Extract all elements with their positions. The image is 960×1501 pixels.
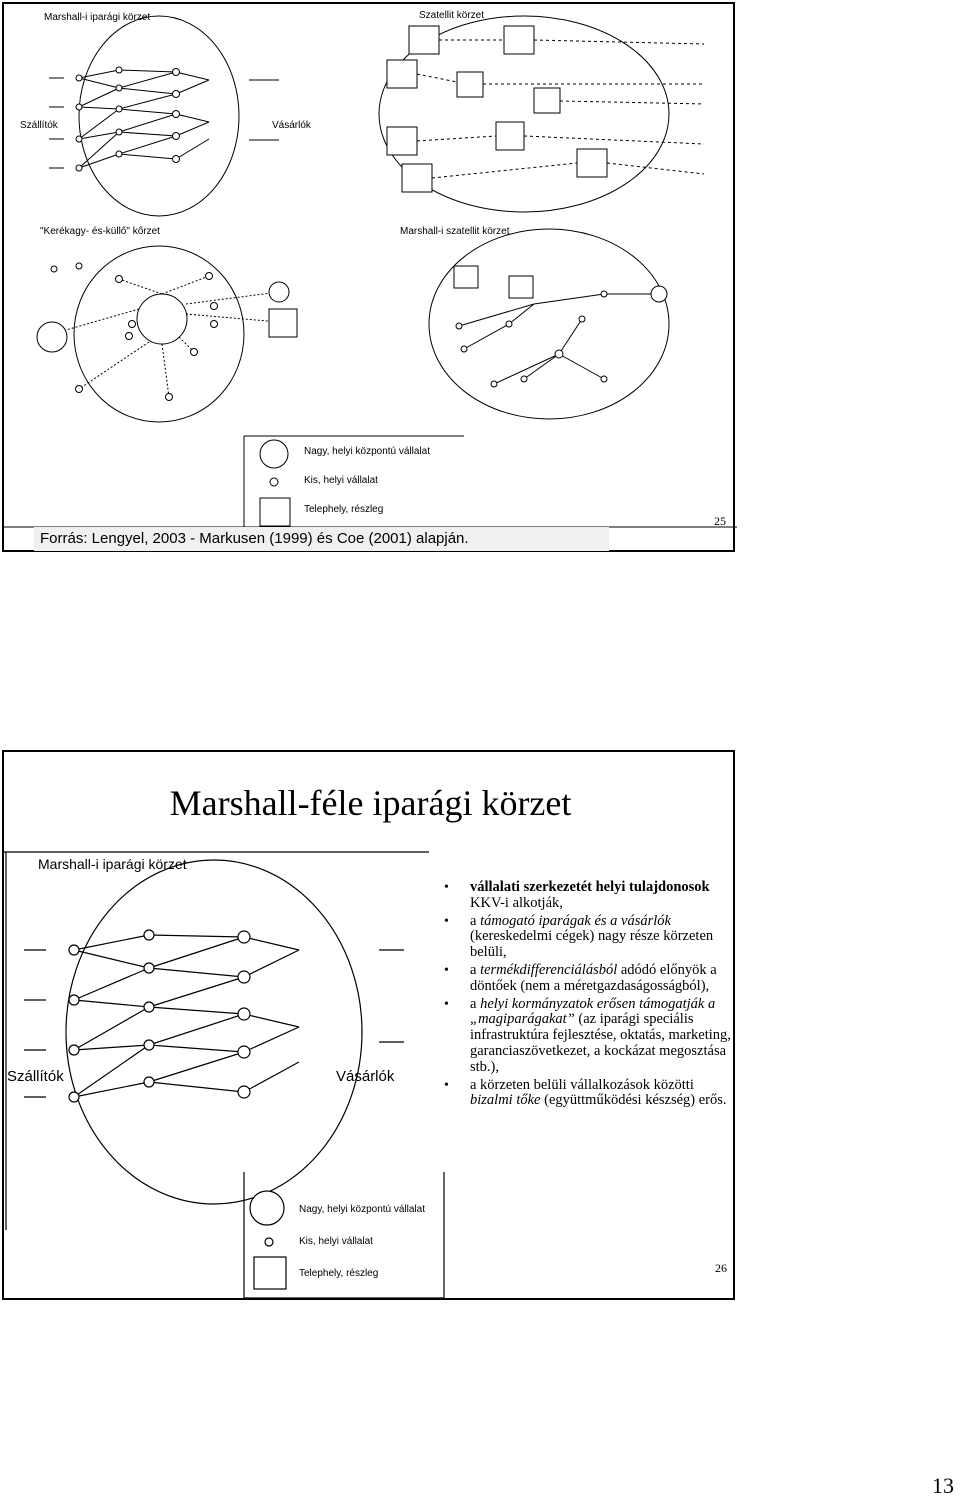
legend-small-firm: Kis, helyi vállalat [304, 475, 378, 486]
industrial-district-diagrams [4, 4, 737, 554]
buyers-label: Vásárlók [272, 120, 311, 131]
bullet-text-run: a [470, 961, 481, 978]
bullet-text-run: vállalati szerkezetét helyi tulajdonosok [470, 879, 710, 895]
bullet-text-run: termékdifferenciálásból [480, 961, 618, 978]
bullet-text-run: (együttműködési készség) erős. [540, 1092, 727, 1109]
legend-site: Telephely, részleg [299, 1268, 379, 1279]
source-caption: Forrás: Lengyel, 2003 - Markusen (1999) és Coe (2001) alapján. [34, 527, 609, 551]
page-number: 13 [932, 1473, 954, 1498]
bullet-text-run: a körzeten belüli vállalkozások közötti [470, 1076, 694, 1093]
bullet-item [436, 963, 736, 995]
legend-small-firm: Kis, helyi vállalat [299, 1236, 373, 1247]
bullet-text-run: (az iparági speciális infrastruktúra fejlesztése, oktatás, marketing, garanciaszövetkezet, a kockázat megosztása stb.), [470, 1011, 731, 1075]
bullet-item [436, 997, 736, 1076]
bullet-text-run: támogató iparágak és a vásárlók [480, 912, 671, 929]
slide-number: 26 [715, 1261, 727, 1275]
bullet-item [436, 880, 736, 912]
bullet-text-run: helyi kormányzatok erősen támogatják a „magiparágakat” [470, 995, 716, 1028]
panel-title-marshall: Marshall-i iparági körzet [44, 12, 151, 23]
bullet-text-run: (kereskedelmi cégek) nagy része körzeten belüli, [470, 928, 714, 961]
panel-title-satellite: Szatellit körzet [419, 10, 485, 21]
legend-large-firm: Nagy, helyi központú vállalat [304, 446, 430, 457]
panel-title-marshall-satellite: Marshall-i szatellit körzet [400, 226, 510, 237]
slide-number: 25 [714, 514, 726, 528]
legend-large-firm: Nagy, helyi központú vállalat [299, 1204, 425, 1215]
bullet-item [436, 914, 736, 961]
diagram-title: Marshall-i iparági körzet [38, 856, 187, 872]
bullet-text-run: KKV-i alkotják, [470, 894, 563, 911]
buyers-label: Vásárlók [336, 1068, 395, 1085]
bullet-text-run: a [470, 995, 481, 1012]
suppliers-label: Szállítók [20, 120, 58, 131]
bullet-text-run: adódó előnyök a döntőek (nem a méretgazdaságosságból), [470, 961, 717, 994]
bullet-text-run: a [470, 912, 481, 929]
bullet-list [436, 880, 736, 1111]
legend-site: Telephely, részleg [304, 504, 384, 515]
suppliers-label: Szállítók [7, 1068, 64, 1085]
panel-title-hubspoke: "Kerékagy- és-küllő" kőrzet [40, 226, 160, 237]
bullet-text-run: bizalmi tőke [470, 1092, 541, 1109]
slide-25 [2, 2, 735, 552]
slide-title: Marshall-féle iparági körzet [169, 783, 572, 823]
slide-26 [2, 750, 735, 1300]
bullet-item [436, 1078, 736, 1110]
